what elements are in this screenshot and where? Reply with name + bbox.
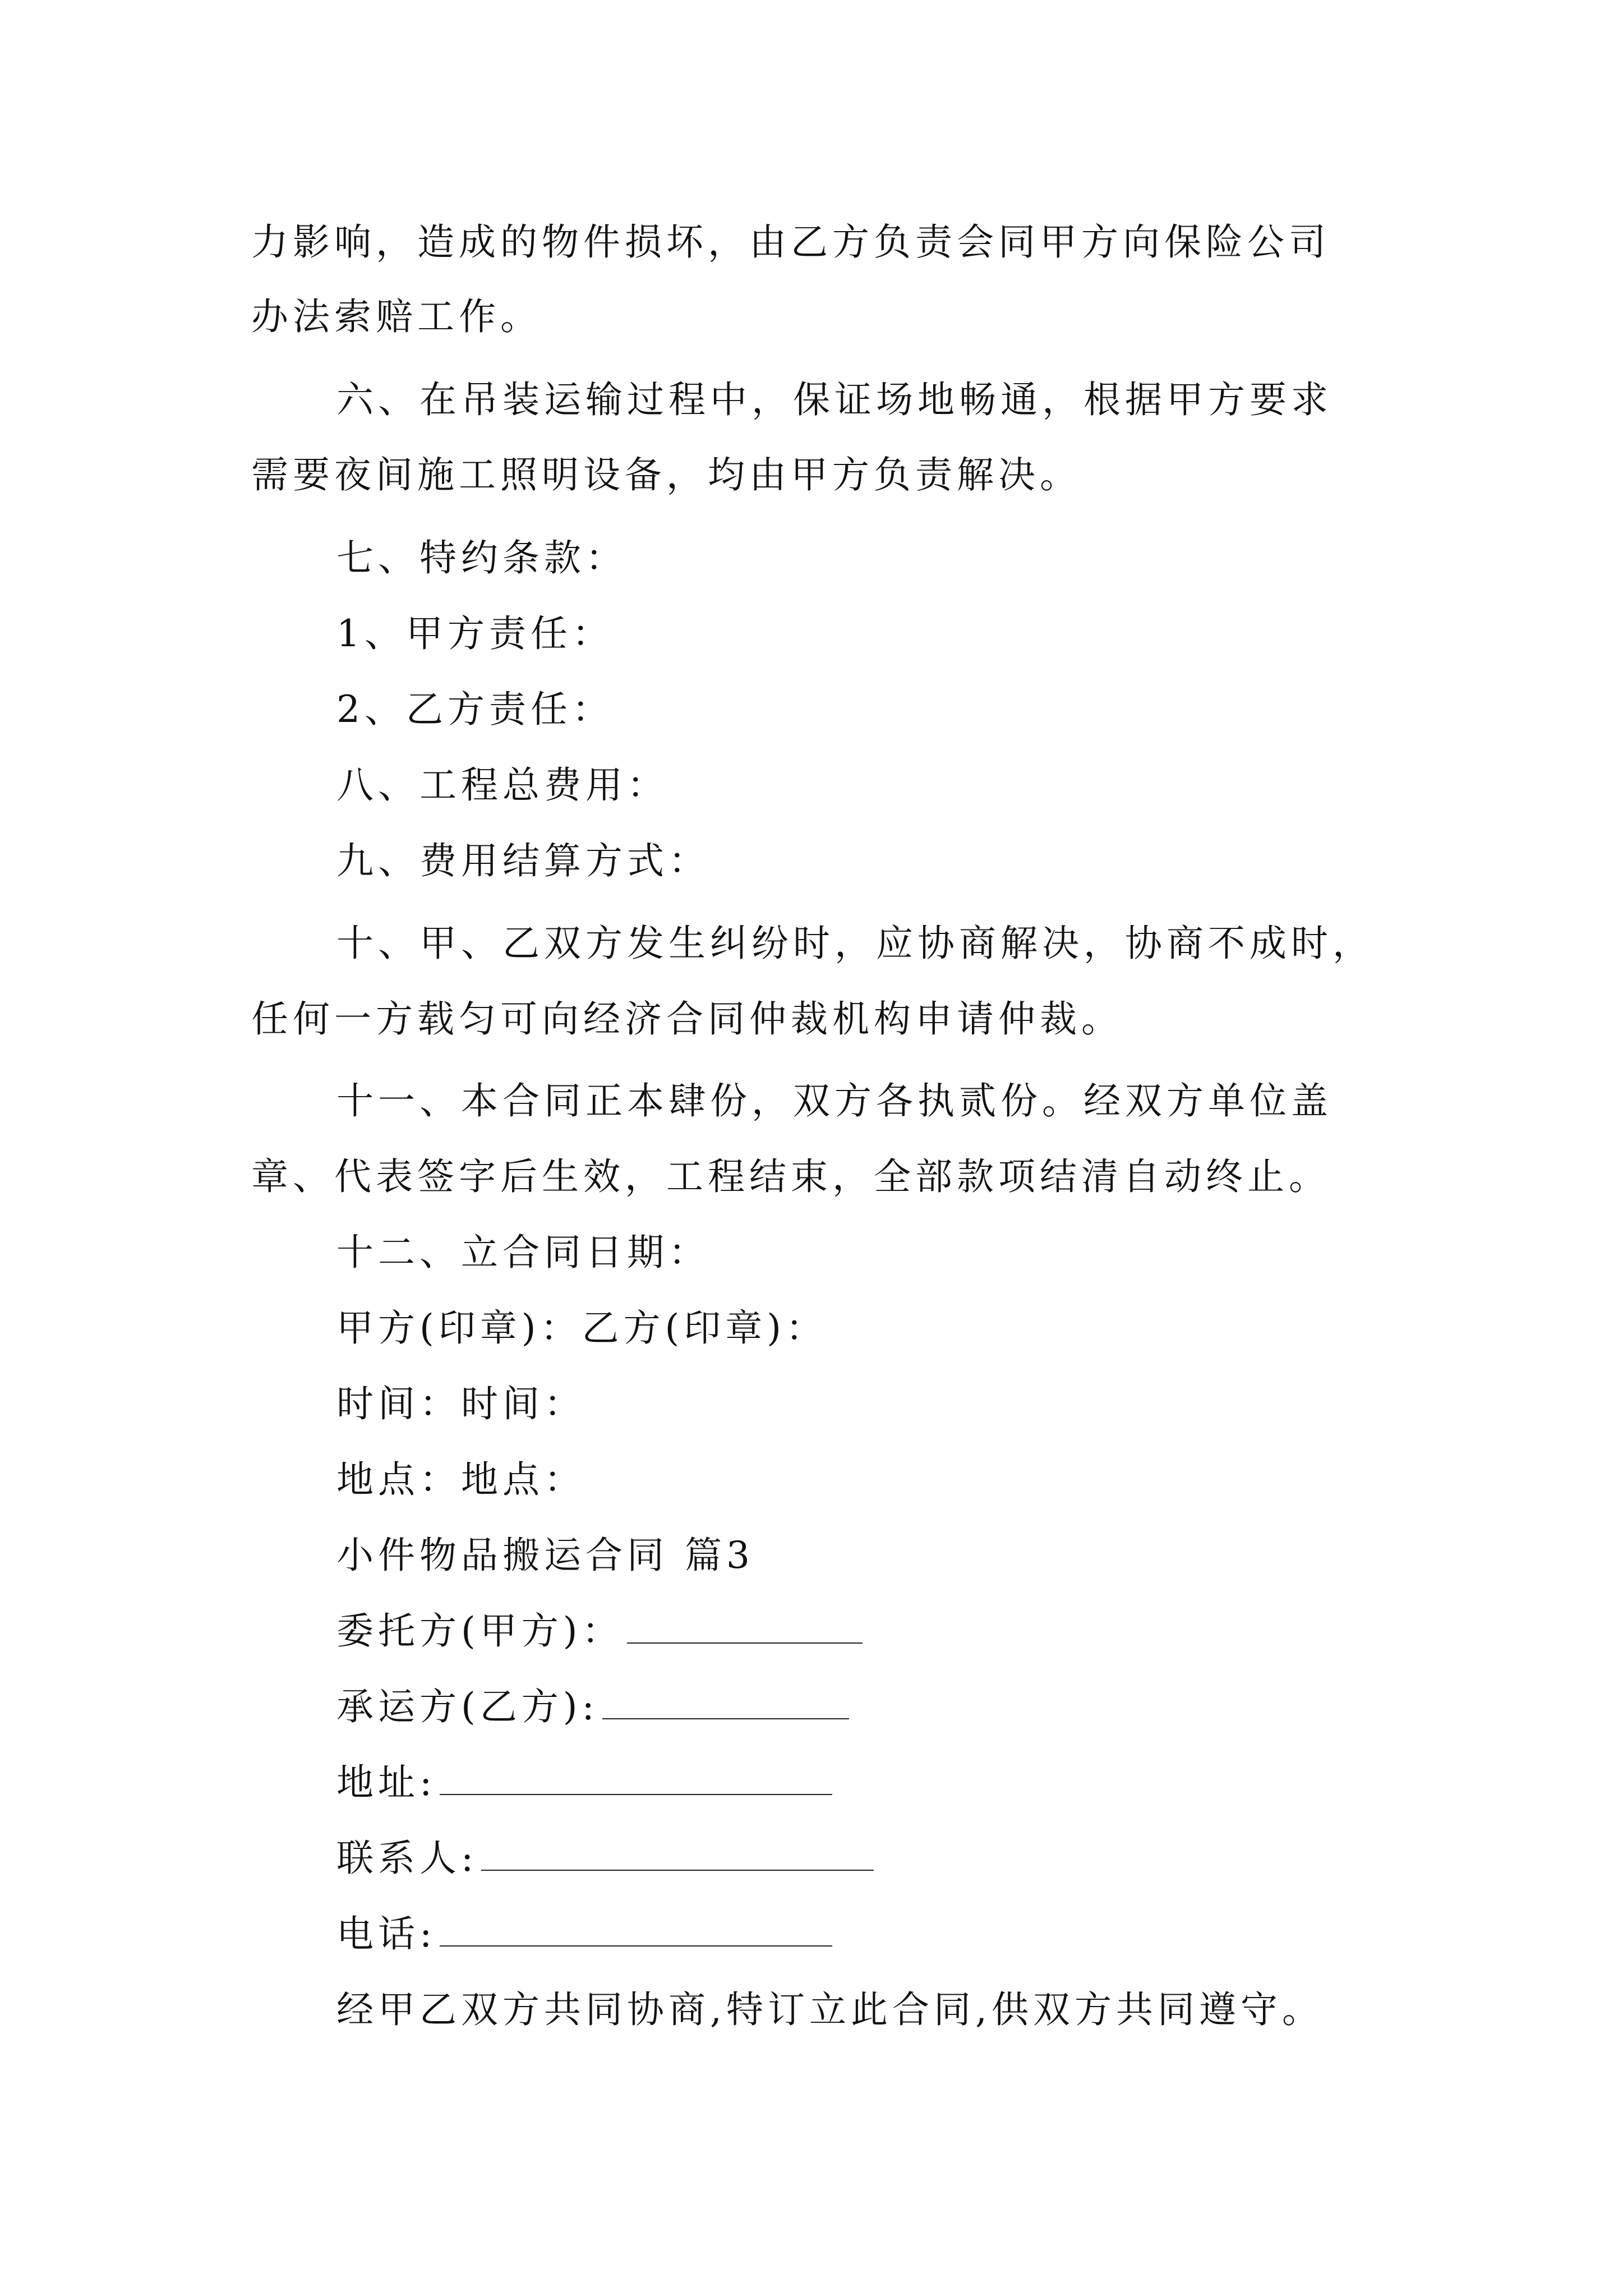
clause-eleven: 十一、本合同正本肆份，双方各执贰份。经双方单位盖 bbox=[336, 1079, 1332, 1122]
clause-eight: 八、工程总费用： bbox=[336, 763, 668, 807]
client-blank bbox=[627, 1609, 863, 1644]
signature-place-line: 地点：地点： bbox=[336, 1458, 585, 1501]
carrier-label: 承运方(乙方): bbox=[336, 1685, 599, 1728]
signature-time-line: 时间：时间： bbox=[336, 1382, 585, 1425]
clause-twelve: 十二、立合同日期： bbox=[336, 1231, 710, 1274]
address-blank bbox=[440, 1760, 832, 1795]
client-label: 委托方(甲方)： bbox=[336, 1609, 624, 1653]
paragraph-line: 力影响，造成的物件损坏，由乙方负责会同甲方向保险公司 bbox=[251, 220, 1330, 264]
contact-blank bbox=[481, 1836, 874, 1871]
carrier-field bbox=[336, 1682, 849, 1732]
address-field bbox=[336, 1757, 832, 1808]
phone-label: 电话: bbox=[336, 1912, 437, 1955]
paragraph-line: 章、代表签字后生效，工程结束，全部款项结清自动终止。 bbox=[251, 1155, 1330, 1198]
clause-six: 六、在吊装运输过程中，保证场地畅通，根据甲方要求 bbox=[336, 378, 1332, 421]
paragraph-line: 任何一方载匀可向经济合同仲裁机构申请仲裁。 bbox=[251, 997, 1123, 1041]
contact-label: 联系人: bbox=[336, 1837, 478, 1880]
paragraph-line: 需要夜间施工照明设备，均由甲方负责解决。 bbox=[251, 453, 1081, 496]
clause-nine: 九、费用结算方式： bbox=[336, 839, 710, 882]
party-b-responsibility: 2、乙方责任： bbox=[336, 688, 614, 731]
party-a-responsibility: 1、甲方责任： bbox=[336, 612, 614, 655]
clause-seven: 七、特约条款： bbox=[336, 536, 627, 579]
phone-field bbox=[336, 1909, 832, 1959]
paragraph-line: 办法索赔工作。 bbox=[251, 295, 542, 338]
address-label: 地址: bbox=[336, 1761, 437, 1804]
contact-field bbox=[336, 1833, 874, 1884]
agreement-statement: 经甲乙双方共同协商,特订立此合同,供双方共同遵守。 bbox=[336, 1988, 1324, 2031]
client-field bbox=[336, 1606, 863, 1657]
signature-seal-line: 甲方(印章)：乙方(印章)： bbox=[336, 1306, 827, 1350]
section-heading: 小件物品搬运合同 篇3 bbox=[336, 1534, 754, 1577]
clause-ten: 十、甲、乙双方发生纠纷时，应协商解决，协商不成时， bbox=[336, 922, 1374, 965]
carrier-blank bbox=[602, 1685, 849, 1719]
phone-blank bbox=[440, 1912, 832, 1947]
